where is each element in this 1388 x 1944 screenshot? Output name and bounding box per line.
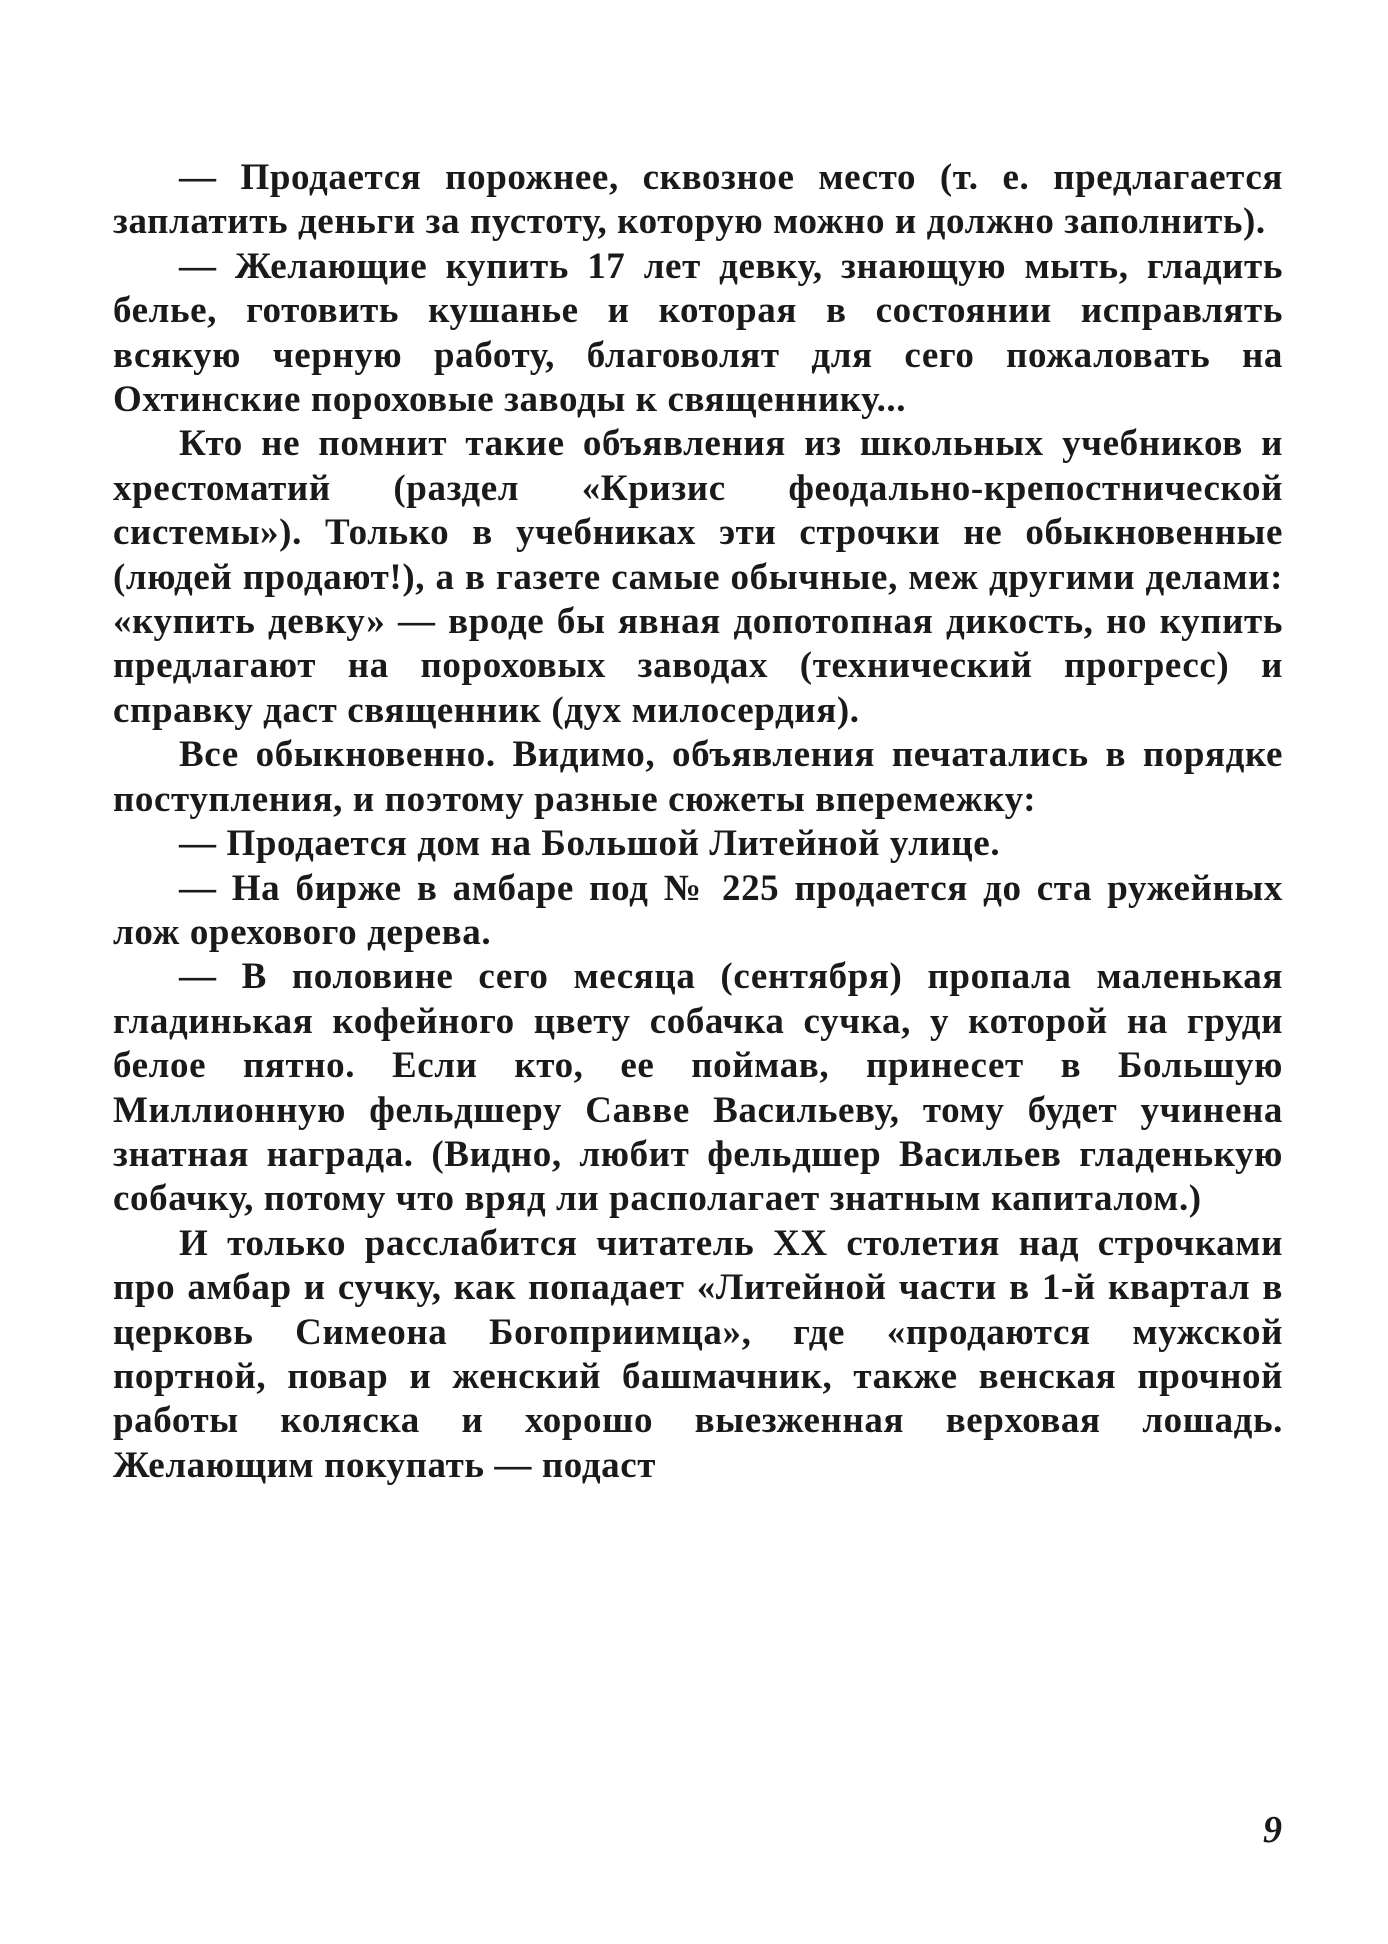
body-text [113, 156, 1283, 1488]
paragraph-ad-girl-sale: — Желающие купить 17 лет девку, знающую мыть, гладить белье, готовить кушанье и которая в состоянии исправлять всякую черную работу, благоволят для сего пожаловать на Охтинские пороховые заводы к священнику... [113, 245, 1283, 421]
page-number: 9 [1263, 1809, 1282, 1851]
paragraph-reader-xx-century: И только расслабится читатель XX столетия над строчками про амбар и сучку, как попадает «Литейной части в 1-й квартал в церковь Симеона Богоприимца», где «продаются мужской портной, повар и женский башмачник, также венская прочной работы коляска и хорошо выезженная верховая лошадь. Желающим покупать — подаст [113, 1222, 1283, 1486]
paragraph-textbook-commentary: Кто не помнит такие объявления из школьных учебников и хрестоматий (раздел «Кризис феодально-крепостнической системы»). Только в учебниках эти строчки не обыкновенные (людей продают!), а в газете самые обычные, меж другими делами: «купить девку» — вроде бы явная допотопная дикость, но купить предлагают на пороховых заводах (технический прогресс) и справку даст священник (дух милосердия). [113, 423, 1283, 731]
paragraph-ad-stocks: — На бирже в амбаре под № 225 продается до ста ружейных лож орехового дерева. [113, 867, 1283, 953]
paragraph-ordinary: Все обыкновенно. Видимо, объявления печатались в порядке поступления, и поэтому разные сюжеты вперемежку: [113, 734, 1283, 820]
paragraph-ad-house: — Продается дом на Большой Литейной улице. [179, 823, 1001, 865]
paragraph-ad-dog: — В половине сего месяца (сентября) пропала маленькая гладинькая кофейного цвету собачка сучка, у которой на груди белое пятно. Если кто, ее поймав, принесет в Большую Миллионную фельдшеру Савве Васильеву, тому будет учинена знатная награда. (Видно, любит фельдшер Васильев гладенькую собачку, потому что вряд ли располагает знатным капиталом.) [113, 956, 1283, 1220]
paragraph-ad-empty-place: — Продается порожнее, сквозное место (т. е. предлагается заплатить деньги за пустоту, которую можно и должно заполнить). [113, 157, 1283, 243]
